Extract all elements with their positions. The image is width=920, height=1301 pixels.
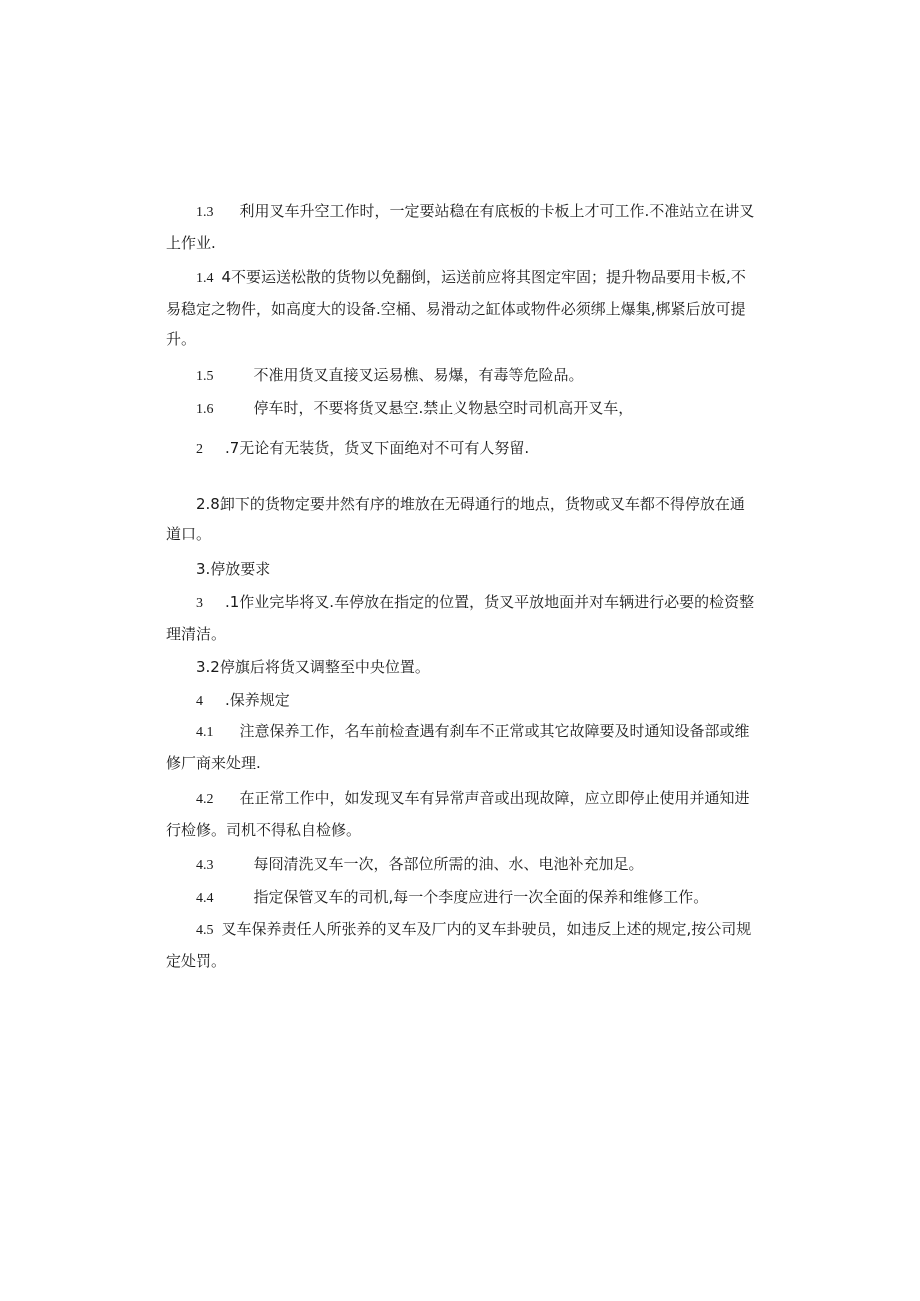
paragraph-4-5 (166, 914, 756, 976)
paragraph-text: 注意保养工作，名车前检查遇有刹车不正常或其它故障要及时通知设备部或维修厂商来处理. (166, 722, 750, 772)
section-3-heading (166, 554, 756, 584)
paragraph-number: 1.5 (196, 369, 214, 384)
paragraph-text: 利用叉车升空工作时，一定要站稳在有底板的卡板上才可工作.不准站立在讲叉上作业. (166, 202, 755, 252)
paragraph-number: 1.3 (196, 205, 214, 220)
paragraph-2-7 (166, 433, 756, 465)
paragraph-3-1 (166, 587, 756, 649)
paragraph-4-1 (166, 716, 756, 778)
paragraph-number: 4.1 (196, 725, 214, 740)
paragraph-text: 每冏清洗叉车一次，各部位所需的油、水、电池补充加足。 (253, 855, 644, 873)
paragraph-number: 4.4 (196, 891, 214, 906)
paragraph-1-5 (166, 360, 756, 392)
paragraph-text: 在正常工作中，如发现叉车有异常声音或出现故障，应立即停止使用并通知进行检修。司机不得私自检修。 (166, 789, 750, 839)
paragraph-number: 4.3 (196, 858, 214, 873)
paragraph-text: 3.2停旗后将货又调整至中央位置。 (196, 658, 430, 676)
paragraph-number: 1.4 (196, 271, 214, 286)
paragraph-4-2 (166, 783, 756, 845)
paragraph-text: 不准用货叉直接叉运易樵、易爆，有毒等危险品。 (253, 366, 584, 384)
paragraph-text: 2.8卸下的货物定要井然有序的堆放在无碍通行的地点，货物或叉车都不得停放在通道口。 (166, 495, 745, 543)
paragraph-number: 3 (196, 596, 203, 611)
section-4-heading (166, 685, 756, 717)
paragraph-text: 4不要运送松散的货物以免翻倒，运送前应将其图定牢固；提升物品要用卡板,不易稳定之物件，如高度大的设备.空桶、易滑动之缸体或物件必须绑上爆集,梆紧后放可提升。 (166, 268, 746, 348)
paragraph-4-4 (166, 882, 756, 914)
paragraph-text: 叉车保养责任人所张养的叉车及厂内的叉车卦驶员，如违反上述的规定,按公司规定处罚。 (166, 920, 752, 970)
paragraph-number: 2 (196, 442, 203, 457)
section-heading-text: .保养规定 (225, 691, 290, 709)
paragraph-number: 4 (196, 694, 203, 709)
paragraph-number: 4.2 (196, 792, 214, 807)
paragraph-1-4 (166, 262, 756, 354)
paragraph-4-3 (166, 849, 756, 881)
paragraph-text: 指定保管叉车的司机,每一个李度应进行一次全面的保养和维修工作。 (253, 888, 709, 906)
paragraph-text: 停车时，不要将货叉悬空.禁止义物悬空时司机高开叉车， (253, 399, 634, 417)
paragraph-3-2 (166, 652, 756, 682)
paragraph-number: 1.6 (196, 402, 214, 417)
section-heading-text: 3.停放要求 (196, 560, 271, 578)
paragraph-1-6 (166, 393, 756, 425)
paragraph-text: .7无论有无装货，货叉下面绝对不可有人努留. (225, 439, 530, 457)
paragraph-text: .1作业完毕将叉.车停放在指定的位置，货叉平放地面并对车辆进行必要的检资整理清洁。 (166, 593, 755, 643)
paragraph-2-8 (166, 489, 756, 549)
paragraph-1-3 (166, 196, 756, 258)
paragraph-number: 4.5 (196, 923, 214, 938)
